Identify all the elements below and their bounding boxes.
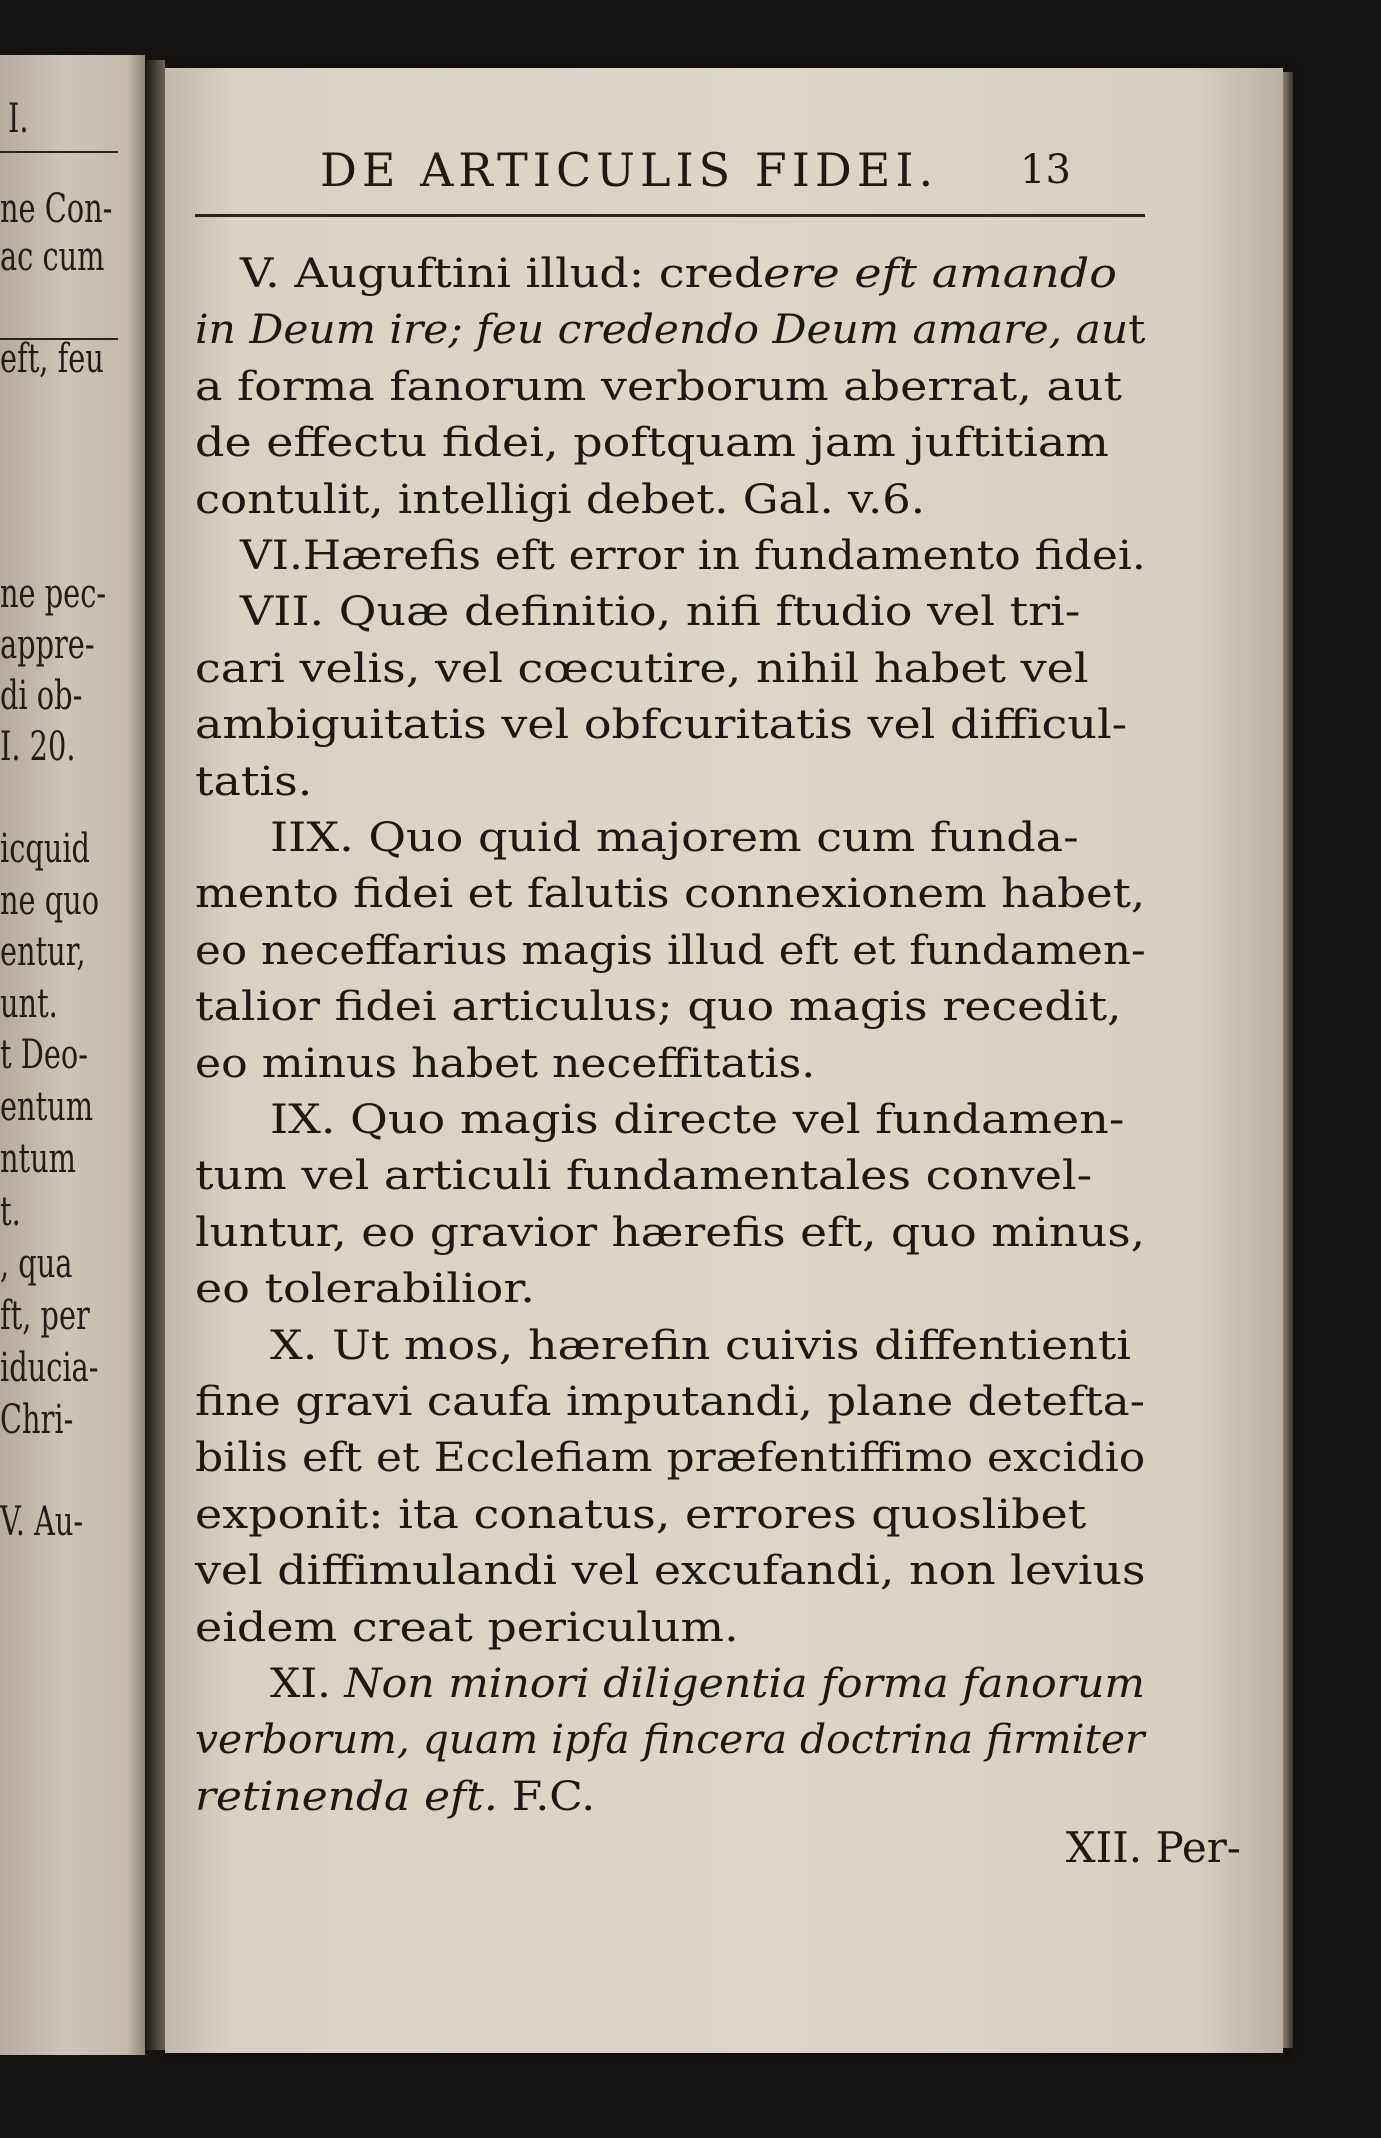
left-page-fragment: entum (0, 1084, 94, 1130)
text-line: ambiguitatis vel obfcuritatis vel difficul- (195, 702, 1128, 749)
left-page-fragment: iducia- (0, 1345, 99, 1391)
text-line: X. Ut mos, hærefin cuivis diffentienti (270, 1322, 1132, 1369)
text-line: retinenda eft. F.C. (195, 1773, 596, 1820)
header-rule (195, 214, 1145, 217)
left-page-fragment: di ob- (0, 673, 83, 719)
text-line: fine gravi caufa imputandi, plane detefta- (195, 1379, 1145, 1425)
left-page-fragment: , qua (0, 1241, 73, 1287)
text-line: mento fidei et falutis connexionem habet, (195, 871, 1146, 918)
left-page (0, 55, 145, 2055)
text-line: eidem creat periculum. (195, 1604, 739, 1651)
left-page-rule (0, 338, 118, 340)
text-line: cari velis, vel cœcutire, nihil habet vel (195, 645, 1089, 692)
text-line: eo minus habet neceffitatis. (195, 1040, 816, 1087)
left-page-fragment: I. 20. (0, 724, 76, 770)
book-gutter (145, 60, 165, 2050)
text-line: V. Auguftini illud: credere eft amando (240, 251, 1117, 297)
left-page-fragment: ntum (0, 1136, 76, 1182)
text-line: exponit: ita conatus, errores quoslibet (195, 1491, 1087, 1538)
left-page-fragment: t. (0, 1189, 21, 1235)
left-page-fragment: Chri- (0, 1397, 74, 1443)
left-page-fragment: V. Au- (0, 1499, 84, 1545)
left-page-fragment: ne pec- (0, 571, 107, 617)
left-page-fragment: I. (8, 96, 29, 142)
text-line: de effectu fidei, poftquam jam juftitiam (195, 420, 1109, 467)
text-line: tatis. (195, 758, 313, 805)
page-edge (1283, 72, 1293, 2048)
text-line: a forma fanorum verborum aberrat, aut (195, 363, 1123, 410)
left-page-fragment: icquid (0, 826, 90, 872)
text-line: VII. Quæ definitio, nifi ftudio vel tri- (240, 589, 1081, 636)
left-page-fragment: t Deo- (0, 1032, 88, 1078)
catchword: XII. Per- (1065, 1823, 1241, 1872)
text-line: verborum, quam ipfa fincera doctrina firmiter (195, 1717, 1145, 1764)
right-page (165, 68, 1283, 2053)
text-line: luntur, eo gravior hærefis eft, quo minus, (195, 1209, 1146, 1256)
text-line: eo tolerabilior. (195, 1266, 535, 1313)
text-line: vel diffimulandi vel excufandi, non levius (195, 1548, 1146, 1595)
text-line: contulit, intelligi debet. Gal. v.6. (195, 476, 925, 523)
left-page-rule (0, 151, 118, 153)
left-page-fragment: eft, feu (0, 336, 104, 382)
text-line: IIX. Quo quid majorem cum funda- (270, 815, 1079, 861)
text-line: bilis eft et Ecclefiam præfentiffimo excidio (195, 1435, 1146, 1482)
text-line: talior fidei articulus; quo magis recedit, (195, 984, 1122, 1031)
left-page-fragment: ac cum (0, 234, 105, 280)
text-line: IX. Quo magis directe vel fundamen- (270, 1097, 1125, 1143)
text-line: VI.Hærefis eft error in fundamento fidei. (240, 533, 1146, 579)
left-page-fragment: ft, per (0, 1293, 90, 1339)
left-page-fragment: ne quo (0, 878, 100, 924)
text-line: eo neceffarius magis illud eft et fundamen- (195, 927, 1146, 974)
text-line: in Deum ire; feu credendo Deum amare, aut (195, 307, 1146, 354)
left-page-fragment: entur, (0, 929, 86, 975)
left-page-fragment: ne Con- (0, 186, 113, 232)
running-head: DE ARTICULIS FIDEI. (320, 143, 939, 197)
text-line: XI. Non minori diligentia forma fanorum (270, 1661, 1145, 1707)
text-line: tum vel articuli fundamentales convel- (195, 1153, 1093, 1200)
left-page-fragment: appre- (0, 622, 95, 668)
left-page-fragment: unt. (0, 981, 58, 1027)
page-number: 13 (1020, 147, 1071, 193)
